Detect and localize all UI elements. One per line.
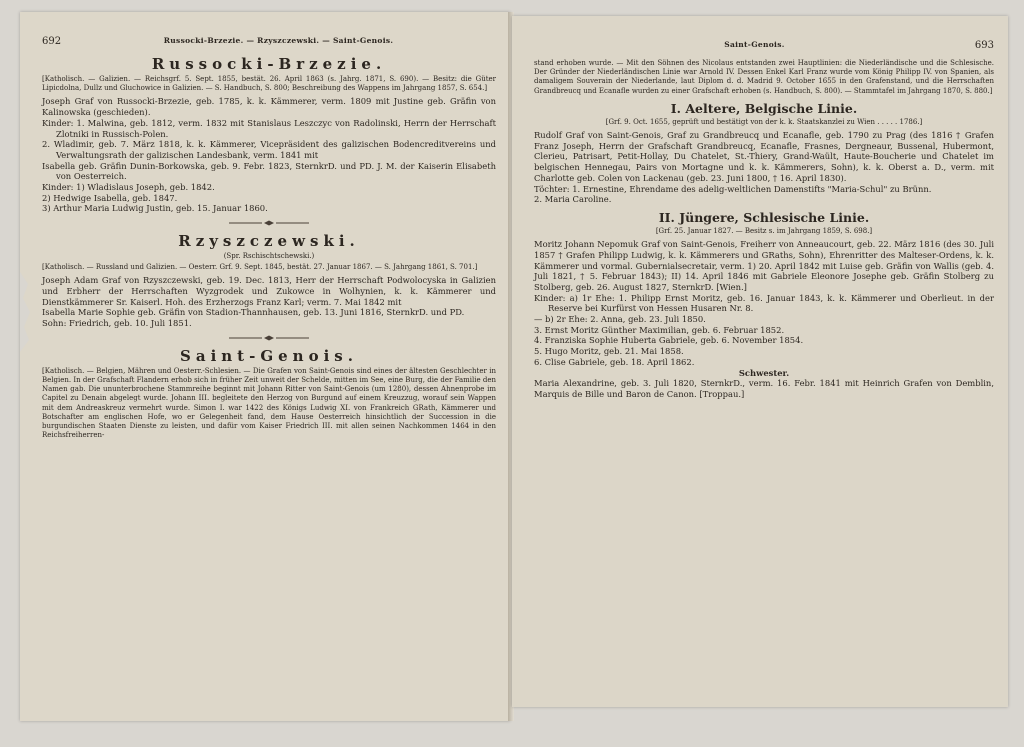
entry-paragraph: Kinder: 1. Malwina, geb. 1812, verm. 1832 mit Stanislaus Leszczyc von Radolinski, Herrn der Herrschaft Zlotniki in Russisch-Polen. [42, 117, 496, 139]
continued-intro: stand erhoben wurde. — Mit den Söhnen des Nicolaus entstanden zwei Hauptlinien: die Niederländische und die Schlesische. Der Gründer der Niederländischen Linie war Arnold IV. Dessen Enkel Karl Franz wurde vom König Philipp IV. von Spanien, als damaligem Souverain der Niederlande, laut Diplom d. d. Madrid 9. October 1655 in den Grafenstand, und die Herrschaften Grandbreucq und Ecanafle wurden zu einer Grafschaft erhoben (s. Handbuch, S. 800). — Stammtafel im Jahrgang 1870, S. 880.] [534, 59, 994, 95]
section-title: Saint-Genois. [180, 346, 358, 365]
entry-paragraph: 2. Wladimir, geb. 7. März 1818, k. k. Kämmerer, Vicepräsident des galizischen Bodencreditvereins und Verwaltungsrath der galizischen Landesbank, verm. 1841 mit [42, 139, 496, 160]
section-title: Rzyszczewski. [178, 232, 360, 251]
line-intro: [Grf. 9. Oct. 1655, geprüft und bestätigt von der k. k. Staatskanzlei zu Wien . . . . . 1786.] [605, 117, 923, 126]
entry-paragraph: 4. Franziska Sophie Huberta Gabriele, geb. 6. November 1854. [534, 335, 804, 346]
section-intro: [Katholisch. — Belgien, Mähren und Oesterr.-Schlesien. — Die Grafen von Saint-Genois sind eines der ältesten Geschlechter in Belgien. In der Grafschaft Flandern erhob sich in früher Zeit unweit der Schelde, mitten im See, eine Burg, die der Familie den Namen gab. Die ununterbrochene Stammreihe beginnt mit Johann Ritter von Saint-Genois (um 1280), dessen Ahnenprobe im Capitel zu Denain abgelegt wurde. Johann III. begleitete den Herzog von Burgund auf einem Kreuzzug, worauf sein Wappen mit dem Andreaskreuz vermehrt wurde. Simon I. war 1422 des Königs Ludwig XI. von Frankreich GRath, Kämmerer und Botschafter am englischen Hofe, wo er Gelegenheit fand, dem Hause Oesterreich hinsichtlich der Succession in die burgundischen Staaten Dienste zu leisten, und dafür vom Kaiser Friedrich III. mit allen seinen Nachkommen 1464 in den Reichsfreiherren- [42, 366, 496, 440]
entry-paragraph: Kinder: 1) Wladislaus Joseph, geb. 1842. [42, 182, 215, 193]
ornament-divider [224, 335, 314, 341]
entry-paragraph: 3) Arthur Maria Ludwig Justin, geb. 15. Januar 1860. [42, 203, 268, 214]
entry-paragraph: 2) Hedwige Isabella, geb. 1847. [42, 192, 178, 203]
sister-heading: Schwester. [738, 367, 790, 378]
entry-paragraph: Joseph Adam Graf von Rzyszczewski, geb. 19. Dec. 1813, Herr der Herrschaft Podwolocyska in Galizien und Erbherr der Herrschaften Wyzgrodek und Zukowce in Wolhynien, k. k. Kämmerer und Dienstkämmerer Sr. Kaiserl. Hoh. des Erzherzogs Franz Karl; verm. 7. Mai 1842 mit [42, 275, 496, 307]
entry-paragraph: Moritz Johann Nepomuk Graf von Saint-Genois, Freiherr von Anneaucourt, geb. 22. März 1816 (des 30. Juli 1857 † Grafen Philipp Ludwig, k. k. Kämmerers und GRaths, Sohn), Ehrenritter des Malteser-Ordens, k. k. Kämmerer und vormal. Gubernialsecretair, verm. 1) 20. April 1842 mit Luise geb. Gräfin von Wallis (geb. 4. Juli 1821, † 5. Februar 1843); II) 14. April 1846 mit Gabriele Eleonore Josephe geb. Gräfin Stolberg zu Stolberg, geb. 26. August 1827, SternkrD. [Wien.] [534, 239, 994, 292]
line-intro: [Grf. 25. Januar 1827. — Besitz s. im Jahrgang 1859, S. 698.] [655, 226, 873, 235]
section-title: Russocki-Brzezie. [151, 55, 387, 73]
running-head: Russocki-Brzezie. — Rzyszczewski. — Saint-Genois. [163, 36, 394, 45]
right-page [512, 16, 1008, 707]
entry-paragraph: 3. Ernst Moritz Günther Maximilian, geb. 6. Februar 1852. [534, 324, 785, 335]
entry-paragraph: Isabella Marie Sophie geb. Gräfin von Stadion-Thannhausen, geb. 13. Juni 1816, SternkrD. und PD. [42, 307, 465, 318]
section-intro: [Katholisch. — Russland und Galizien. — Oesterr. Grf. 9. Sept. 1845, bestät. 27. Januar 1867. — S. Jahrgang 1861, S. 701.] [42, 263, 478, 272]
entry-paragraph: 5. Hugo Moritz, geb. 21. Mai 1858. [534, 346, 684, 357]
entry-paragraph: — b) 2r Ehe: 2. Anna, geb. 23. Juli 1850. [534, 314, 706, 325]
entry-paragraph: Sohn: Friedrich, geb. 10. Juli 1851. [42, 318, 192, 329]
entry-paragraph: Maria Alexandrine, geb. 3. Juli 1820, SternkrD., verm. 16. Febr. 1841 mit Heinrich Grafen von Demblin, Marquis de Bille und Baron de Canon. [Troppau.] [534, 378, 994, 399]
page-number: 692 [42, 36, 62, 47]
torn-edge [20, 272, 32, 352]
page-header [534, 40, 994, 51]
entry-paragraph: Rudolf Graf von Saint-Genois, Graf zu Grandbreucq und Ecanafle, geb. 1790 zu Prag (des 1816 † Grafen Franz Joseph, Herrn der Grafschaft Grandbreucq, Ecanafle, Frasnes, Dergneaur, Bussenal, Hubermont, Clerieu, Patrisart, Petit-Hollay, Du Chatelet, St.-Thiery, Grand-Waült, Haute-Boucherie und Chatelet im belgischen Hennegau, Pairs von Mortagne und k. k. Kämmerers, Sohn), k. k. Oberst a. D., verm. mit Charlotte geb. Colen von Lackenau (geb. 23. Juni 1800, † 16. April 1830). [534, 130, 994, 183]
entry-paragraph: 2. Maria Caroline. [534, 194, 612, 205]
page-number: 693 [974, 40, 994, 51]
ornament-divider [224, 220, 314, 226]
page-header [42, 36, 496, 47]
section-intro: [Katholisch. — Galizien. — Reichsgrf. 5. Sept. 1855, bestät. 26. April 1863 (s. Jahrg. 1871, S. 690). — Besitz: die Güter Lipicdolna, Dullz und Gluchowice in Galizien. — S. Handbuch, S. 800; Beschreibung des Wappens im Jahrgang 1857, S. 654.] [42, 75, 496, 93]
running-head: Saint-Genois. [724, 40, 785, 49]
entry-paragraph: 6. Clise Gabriele, geb. 18. April 1862. [534, 356, 695, 367]
entry-paragraph: Kinder: a) 1r Ehe: 1. Philipp Ernst Moritz, geb. 16. Januar 1843, k. k. Kämmerer und Oberlieut. in der Reserve bei Kurfürst von Hessen Husaren Nr. 8. [534, 292, 994, 314]
entry-paragraph: Joseph Graf von Russocki-Brzezie, geb. 1785, k. k. Kämmerer, verm. 1809 mit Justine geb. Gräfin von Kalinowska (geschieden). [42, 96, 496, 118]
left-page [20, 12, 510, 721]
line-title: II. Jüngere, Schlesische Linie. [658, 209, 870, 225]
entry-paragraph: Töchter: 1. Ernestine, Ehrendame des adelig-weltlichen Damenstifts "Maria-Schul" zu Brünn. [534, 183, 932, 194]
pronunciation-note: (Spr. Rschischtschewski.) [223, 252, 315, 261]
entry-paragraph: Isabella geb. Gräfin Dunin-Borkowska, geb. 9. Febr. 1823, SternkrD. und PD. J. M. der Kaiserin Elisabeth von Oesterreich. [42, 160, 496, 182]
line-title: I. Aeltere, Belgische Linie. [670, 100, 858, 116]
